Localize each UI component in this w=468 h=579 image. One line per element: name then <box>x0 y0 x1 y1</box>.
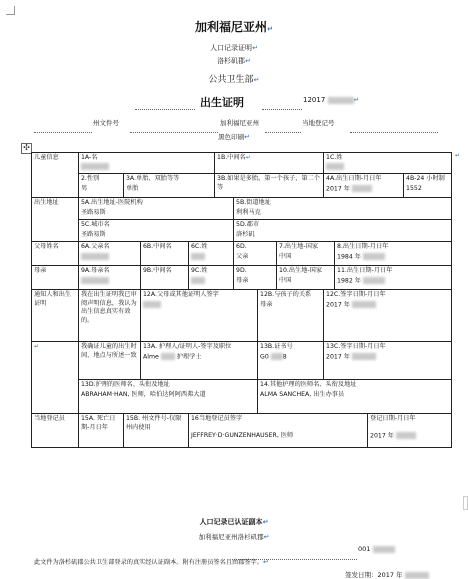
cell-9b[interactable]: 9B.中间名 <box>141 266 189 290</box>
footer-number: 001 <box>358 545 395 553</box>
cell-2[interactable]: 2.性别 男 <box>79 174 124 198</box>
section-mother: 母亲 <box>32 266 79 290</box>
section-child: 儿童信息 <box>32 153 79 198</box>
cell-12b[interactable]: 12B.与孩子的关系 母亲 <box>258 290 324 342</box>
footer-note: 此文件为洛杉矶郡公共卫生部登录的真实经认证副本。附有注册员签名且由郡签字。↵ <box>34 558 269 566</box>
certificate-number: 12017 ↵ <box>303 96 360 104</box>
cell-1a[interactable]: 1A-名 <box>79 153 215 174</box>
cell-6a[interactable]: 6A.父亲名 <box>79 242 141 266</box>
section-attendant: ↵ <box>32 342 79 414</box>
cell-16[interactable]: 16当地登记员签字 JEFFREY·D·GUNZENHAUSER, 医师 <box>189 414 368 448</box>
cell-3a[interactable]: 3A.单胎、双胎等等 单胎 <box>124 174 215 198</box>
county-label: 加利福尼亚州 <box>220 119 259 127</box>
black-ink-note: 黑色印刷↵ <box>218 133 250 141</box>
cell-13-statement: 我确证儿童的出生时间、地点与所述一致 <box>79 342 141 380</box>
cell-5a[interactable]: 5A.出生地址-医院机构 圣路易斯 <box>79 198 234 220</box>
cell-5b[interactable]: 5B.街道地址 利利马克 <box>234 198 452 220</box>
title-dots-left <box>135 99 195 118</box>
footer-subtitle: 加利福尼亚州洛杉矶郡↵ <box>198 533 270 541</box>
office-line1: 人口记录证明↵ <box>210 44 258 52</box>
cell-4b[interactable]: 4B-24 小时制 1552 <box>404 174 452 198</box>
cell-6b[interactable]: 6B.中间名 <box>141 242 189 266</box>
row-end-marks: ↵ <box>455 152 461 159</box>
local-reg-label: 当地登记号 <box>302 119 335 127</box>
section-place: 出生地址 <box>32 198 79 242</box>
page-corner-mark <box>6 6 15 15</box>
department: 公共卫生部↵ <box>208 75 260 85</box>
cell-15b[interactable]: 15B. 州文件号-仅限州内使用 <box>124 414 189 448</box>
cell-17[interactable]: 登记日期-月日年 2017 年 <box>368 414 452 448</box>
cell-12-statement: 我在出生证明我已审阅声明信息，我认为出生信息真实有效的。 <box>79 290 141 342</box>
issue-date: 签发日期：2017 年 <box>345 570 429 579</box>
cell-11[interactable]: 11.出生日期-月日年 1982 年 <box>335 266 452 290</box>
cell-10[interactable]: 10.出生地-国家 中国 <box>277 266 335 290</box>
cell-1b[interactable]: 1B.中间名↵ <box>215 153 324 174</box>
cell-4a[interactable]: 4A.出生日期-月日年 2017 年 <box>324 174 404 198</box>
cell-14[interactable]: 14.其他护理的医师名、头衔及地址 ALMA SANCHEA, 出生办事员 <box>258 380 452 414</box>
file-no-label: 州文件号 <box>93 119 119 127</box>
cell-1c[interactable]: 1C.姓 <box>324 153 452 174</box>
section-father: 父母姓名 <box>32 242 79 266</box>
cell-12a[interactable]: 12A.父母或其他证明人签字 <box>141 290 258 342</box>
cell-3b[interactable]: 3B.如果是多胎，第一个孩子、第二个等 <box>215 174 324 198</box>
cell-8[interactable]: 8.出生日期-月日年 1984 年 <box>335 242 452 266</box>
cell-13b[interactable]: 13B.证书号 G0 8 <box>258 342 324 380</box>
state-title: 加利福尼亚州↵ <box>195 20 273 34</box>
section-registrar: 当地登记员 <box>32 414 79 448</box>
cell-5d[interactable]: 5D.郡市 洛杉矶 <box>234 220 452 242</box>
cell-6c[interactable]: 6C.姓 <box>189 242 234 266</box>
birth-certificate-table <box>31 152 452 448</box>
cell-7[interactable]: 7.出生地-国家 中国 <box>277 242 335 266</box>
cell-9d[interactable]: 9D. 母亲 <box>234 266 277 290</box>
cell-12c[interactable]: 12C.签字日期-月日年 2017 年 <box>324 290 452 342</box>
title-dots-right <box>262 99 302 118</box>
table-move-handle[interactable]: ✣ <box>21 143 32 154</box>
cell-9c[interactable]: 9C.姓 <box>189 266 234 290</box>
cell-5c[interactable]: 5C.城市名 圣路易斯 <box>79 220 234 242</box>
footer-title: 人口记录已认证副本↵ <box>199 518 269 526</box>
cell-15a[interactable]: 15A. 死亡日期-月日年 <box>79 414 124 448</box>
cell-13d[interactable]: 13D.护理的医师名、头衔及地址 ABRAHAM·HAN, 医师，哈伯达阿阿西弗大道 <box>79 380 258 414</box>
cell-6d[interactable]: 6D. 父亲 <box>234 242 277 266</box>
certificate-title: 出生证明 <box>200 96 244 109</box>
cell-13c[interactable]: 13C.签字日期-月日年 2017 年 <box>324 342 452 380</box>
section-cert-parents: 通知人和出生证明 <box>32 290 79 342</box>
cell-9a[interactable]: 9A.母亲名 <box>79 266 141 290</box>
cell-13a[interactable]: 13A. 护理人/证明人-签字及职位 Alme 护理学士 <box>141 342 258 380</box>
scrollbar-thumb[interactable] <box>463 496 468 510</box>
office-line2: 洛杉矶郡↵ <box>217 57 251 65</box>
